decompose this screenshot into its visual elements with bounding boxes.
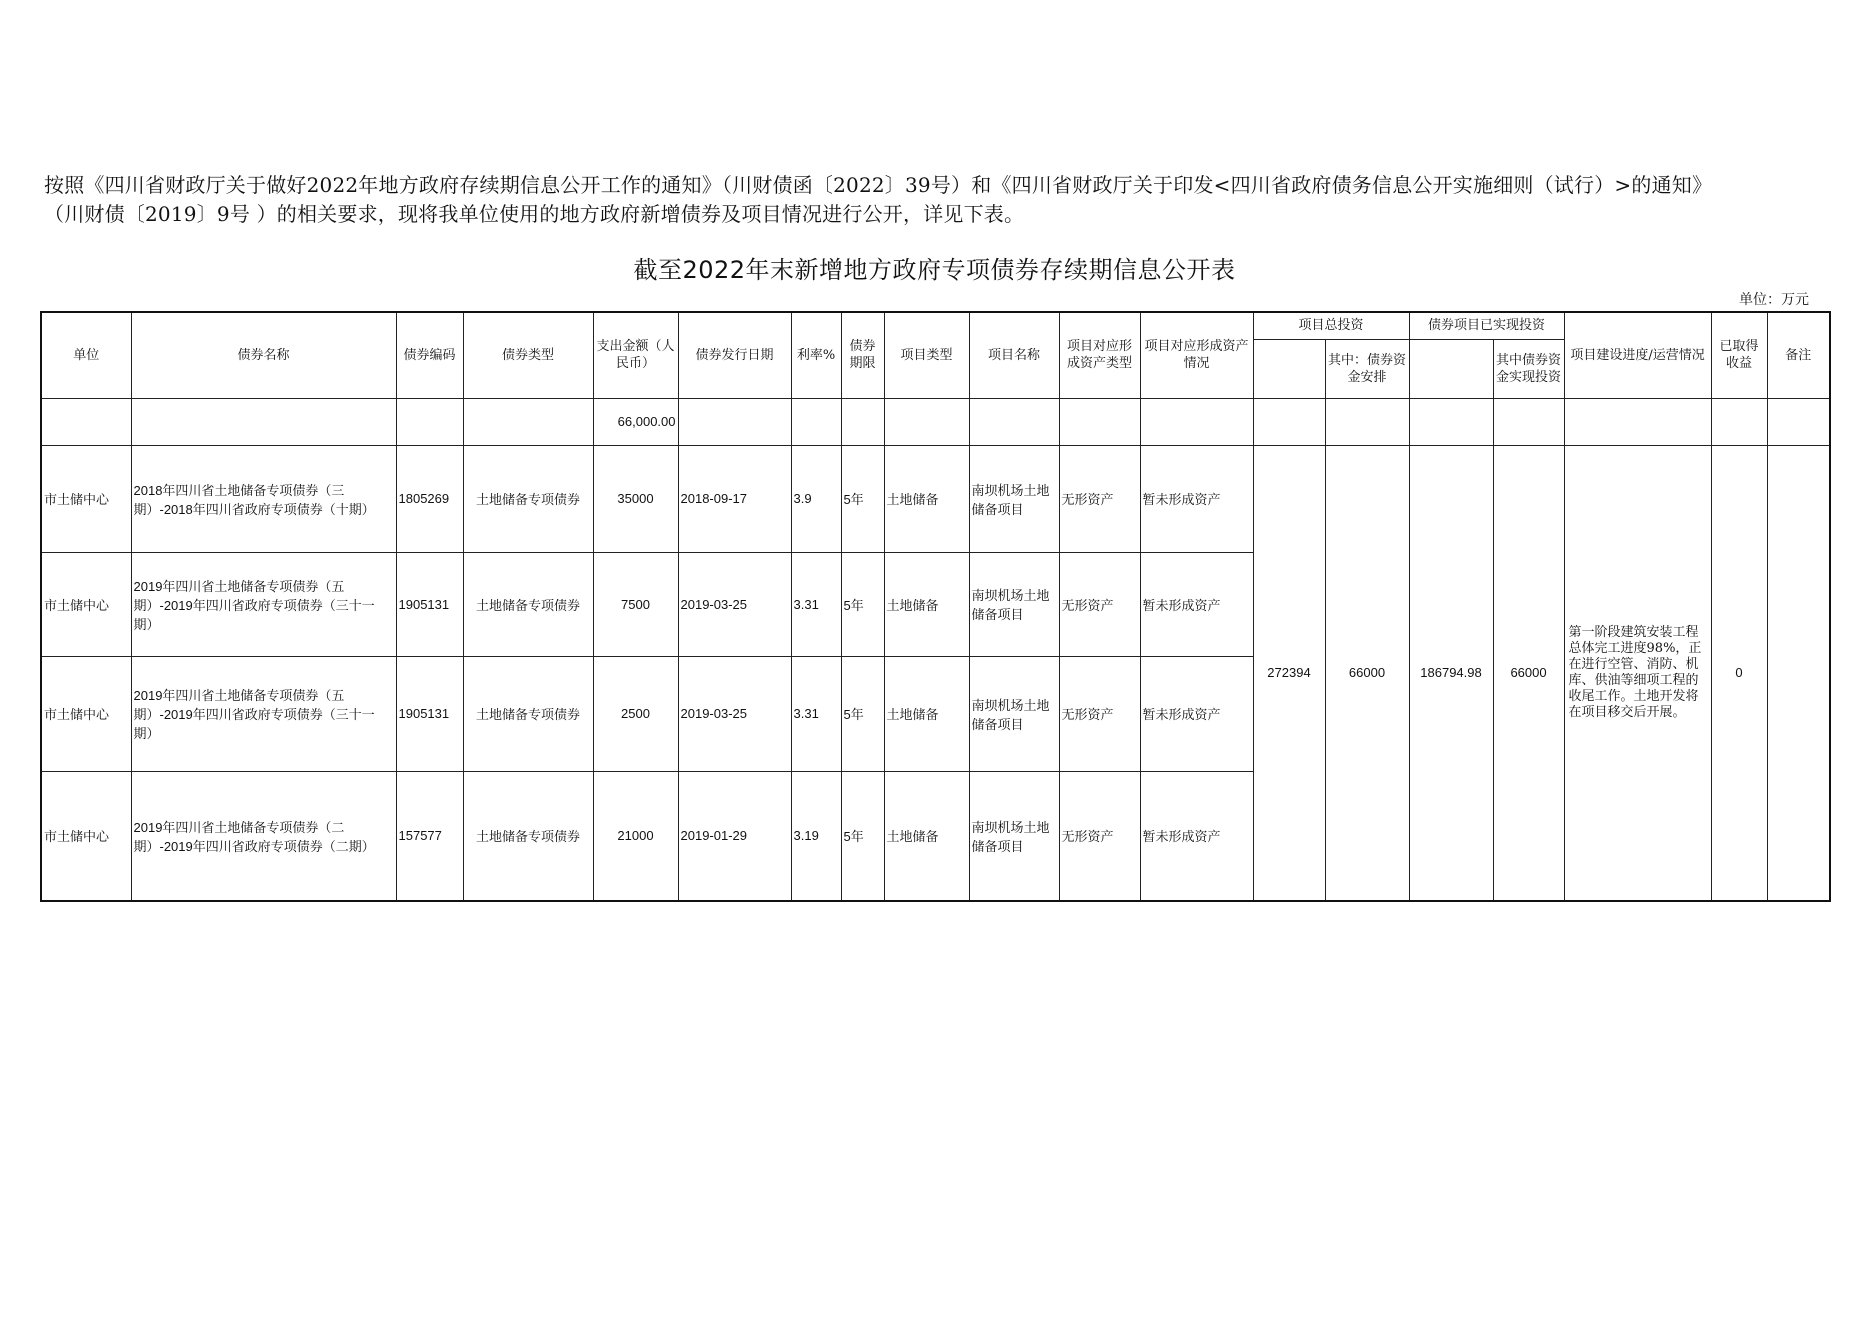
row-rate: 3.19: [791, 771, 841, 901]
header-bond-code: 债券编码: [396, 312, 463, 398]
row-unit: 市土储中心: [41, 552, 131, 656]
header-realized-investment-bond: 其中债券资金实现投资: [1493, 339, 1564, 398]
row-bond-code: 1805269: [396, 445, 463, 552]
intro-line-1: 按照《四川省财政厅关于做好2022年地方政府存续期信息公开工作的通知》（川财债函〔2022〕39号）和《四川省财政厅关于印发<四川省政府债务信息公开实施细则（试行）>的通知》: [44, 173, 1713, 197]
header-term: 债券期限: [841, 312, 884, 398]
row-bond-code: 1905131: [396, 552, 463, 656]
intro-text: [44, 171, 1824, 229]
row-issue-date: 2019-03-25: [678, 552, 791, 656]
header-total-investment-blank: [1253, 339, 1325, 398]
header-asset-status: 项目对应形成资产情况: [1140, 312, 1253, 398]
row-term: 5年: [841, 656, 884, 771]
row-asset-type: 无形资产: [1059, 552, 1140, 656]
row-term: 5年: [841, 552, 884, 656]
row-asset-status: 暂未形成资产: [1140, 656, 1253, 771]
row-issue-date: 2019-03-25: [678, 656, 791, 771]
row-project-name: 南坝机场土地储备项目: [969, 552, 1059, 656]
header-total-investment: 项目总投资: [1253, 312, 1409, 339]
row-bond-name: 2018年四川省土地储备专项债券（三期）-2018年四川省政府专项债券（十期）: [131, 445, 396, 552]
row-term: 5年: [841, 445, 884, 552]
header-progress: 项目建设进度/运营情况: [1564, 312, 1711, 398]
header-project-name: 项目名称: [969, 312, 1059, 398]
merged-total-investment: 272394: [1253, 445, 1325, 901]
row-rate: 3.31: [791, 656, 841, 771]
row-term: 5年: [841, 771, 884, 901]
row-issue-date: 2019-01-29: [678, 771, 791, 901]
header-income: 已取得收益: [1711, 312, 1767, 398]
merged-remarks: [1767, 445, 1830, 901]
row-asset-status: 暂未形成资产: [1140, 771, 1253, 901]
row-asset-type: 无形资产: [1059, 445, 1140, 552]
row-amount: 21000: [593, 771, 678, 901]
row-unit: 市土储中心: [41, 656, 131, 771]
total-row: [41, 398, 1830, 445]
merged-realized-investment-bond: 66000: [1493, 445, 1564, 901]
row-unit: 市土储中心: [41, 445, 131, 552]
row-amount: 35000: [593, 445, 678, 552]
row-project-name: 南坝机场土地储备项目: [969, 656, 1059, 771]
row-asset-status: 暂未形成资产: [1140, 552, 1253, 656]
header-realized-investment: 债券项目已实现投资: [1409, 312, 1564, 339]
header-total-investment-bond: 其中：债券资金安排: [1325, 339, 1409, 398]
row-bond-type: 土地储备专项债券: [463, 445, 593, 552]
row-asset-type: 无形资产: [1059, 771, 1140, 901]
row-asset-type: 无形资产: [1059, 656, 1140, 771]
row-project-type: 土地储备: [884, 552, 969, 656]
merged-total-investment-bond: 66000: [1325, 445, 1409, 901]
row-issue-date: 2018-09-17: [678, 445, 791, 552]
row-rate: 3.31: [791, 552, 841, 656]
row-bond-type: 土地储备专项债券: [463, 552, 593, 656]
row-rate: 3.9: [791, 445, 841, 552]
row-project-type: 土地储备: [884, 771, 969, 901]
row-asset-status: 暂未形成资产: [1140, 445, 1253, 552]
row-bond-name: 2019年四川省土地储备专项债券（五期）-2019年四川省政府专项债券（三十一期）: [131, 552, 396, 656]
header-project-type: 项目类型: [884, 312, 969, 398]
unit-label: 单位：万元: [1739, 292, 1809, 308]
header-bond-name: 债券名称: [131, 312, 396, 398]
header-asset-type: 项目对应形成资产类型: [1059, 312, 1140, 398]
row-bond-code: 157577: [396, 771, 463, 901]
row-bond-type: 土地储备专项债券: [463, 771, 593, 901]
row-project-type: 土地储备: [884, 445, 969, 552]
header-unit: 单位: [41, 312, 131, 398]
merged-progress: 第一阶段建筑安装工程总体完工进度98%，正在进行空管、消防、机库、供油等细项工程的收尾工作。土地开发将在项目移交后开展。: [1564, 445, 1711, 901]
intro-line-2: （川财债〔2019〕9号 ）的相关要求，现将我单位使用的地方政府新增债券及项目情况进行公开，详见下表。: [44, 202, 1025, 226]
header-row-1: [41, 312, 1830, 339]
row-bond-name: 2019年四川省土地储备专项债券（五期）-2019年四川省政府专项债券（三十一期）: [131, 656, 396, 771]
header-realized-investment-blank: [1409, 339, 1493, 398]
header-amount: 支出金额（人民币）: [593, 312, 678, 398]
bond-disclosure-table: [40, 311, 1831, 902]
row-unit: 市土储中心: [41, 771, 131, 901]
row-amount: 2500: [593, 656, 678, 771]
row-project-type: 土地储备: [884, 656, 969, 771]
header-issue-date: 债券发行日期: [678, 312, 791, 398]
header-bond-type: 债券类型: [463, 312, 593, 398]
row-amount: 7500: [593, 552, 678, 656]
row-bond-code: 1905131: [396, 656, 463, 771]
row-project-name: 南坝机场土地储备项目: [969, 445, 1059, 552]
table-title: 截至2022年末新增地方政府专项债券存续期信息公开表: [633, 256, 1236, 284]
header-rate: 利率%: [791, 312, 841, 398]
row-project-name: 南坝机场土地储备项目: [969, 771, 1059, 901]
row-bond-type: 土地储备专项债券: [463, 656, 593, 771]
row-bond-name: 2019年四川省土地储备专项债券（二期）-2019年四川省政府专项债券（二期）: [131, 771, 396, 901]
header-remarks: 备注: [1767, 312, 1830, 398]
merged-income: 0: [1711, 445, 1767, 901]
table-row: [41, 445, 1830, 552]
merged-realized-investment: 186794.98: [1409, 445, 1493, 901]
total-amount: 66,000.00: [593, 398, 678, 445]
